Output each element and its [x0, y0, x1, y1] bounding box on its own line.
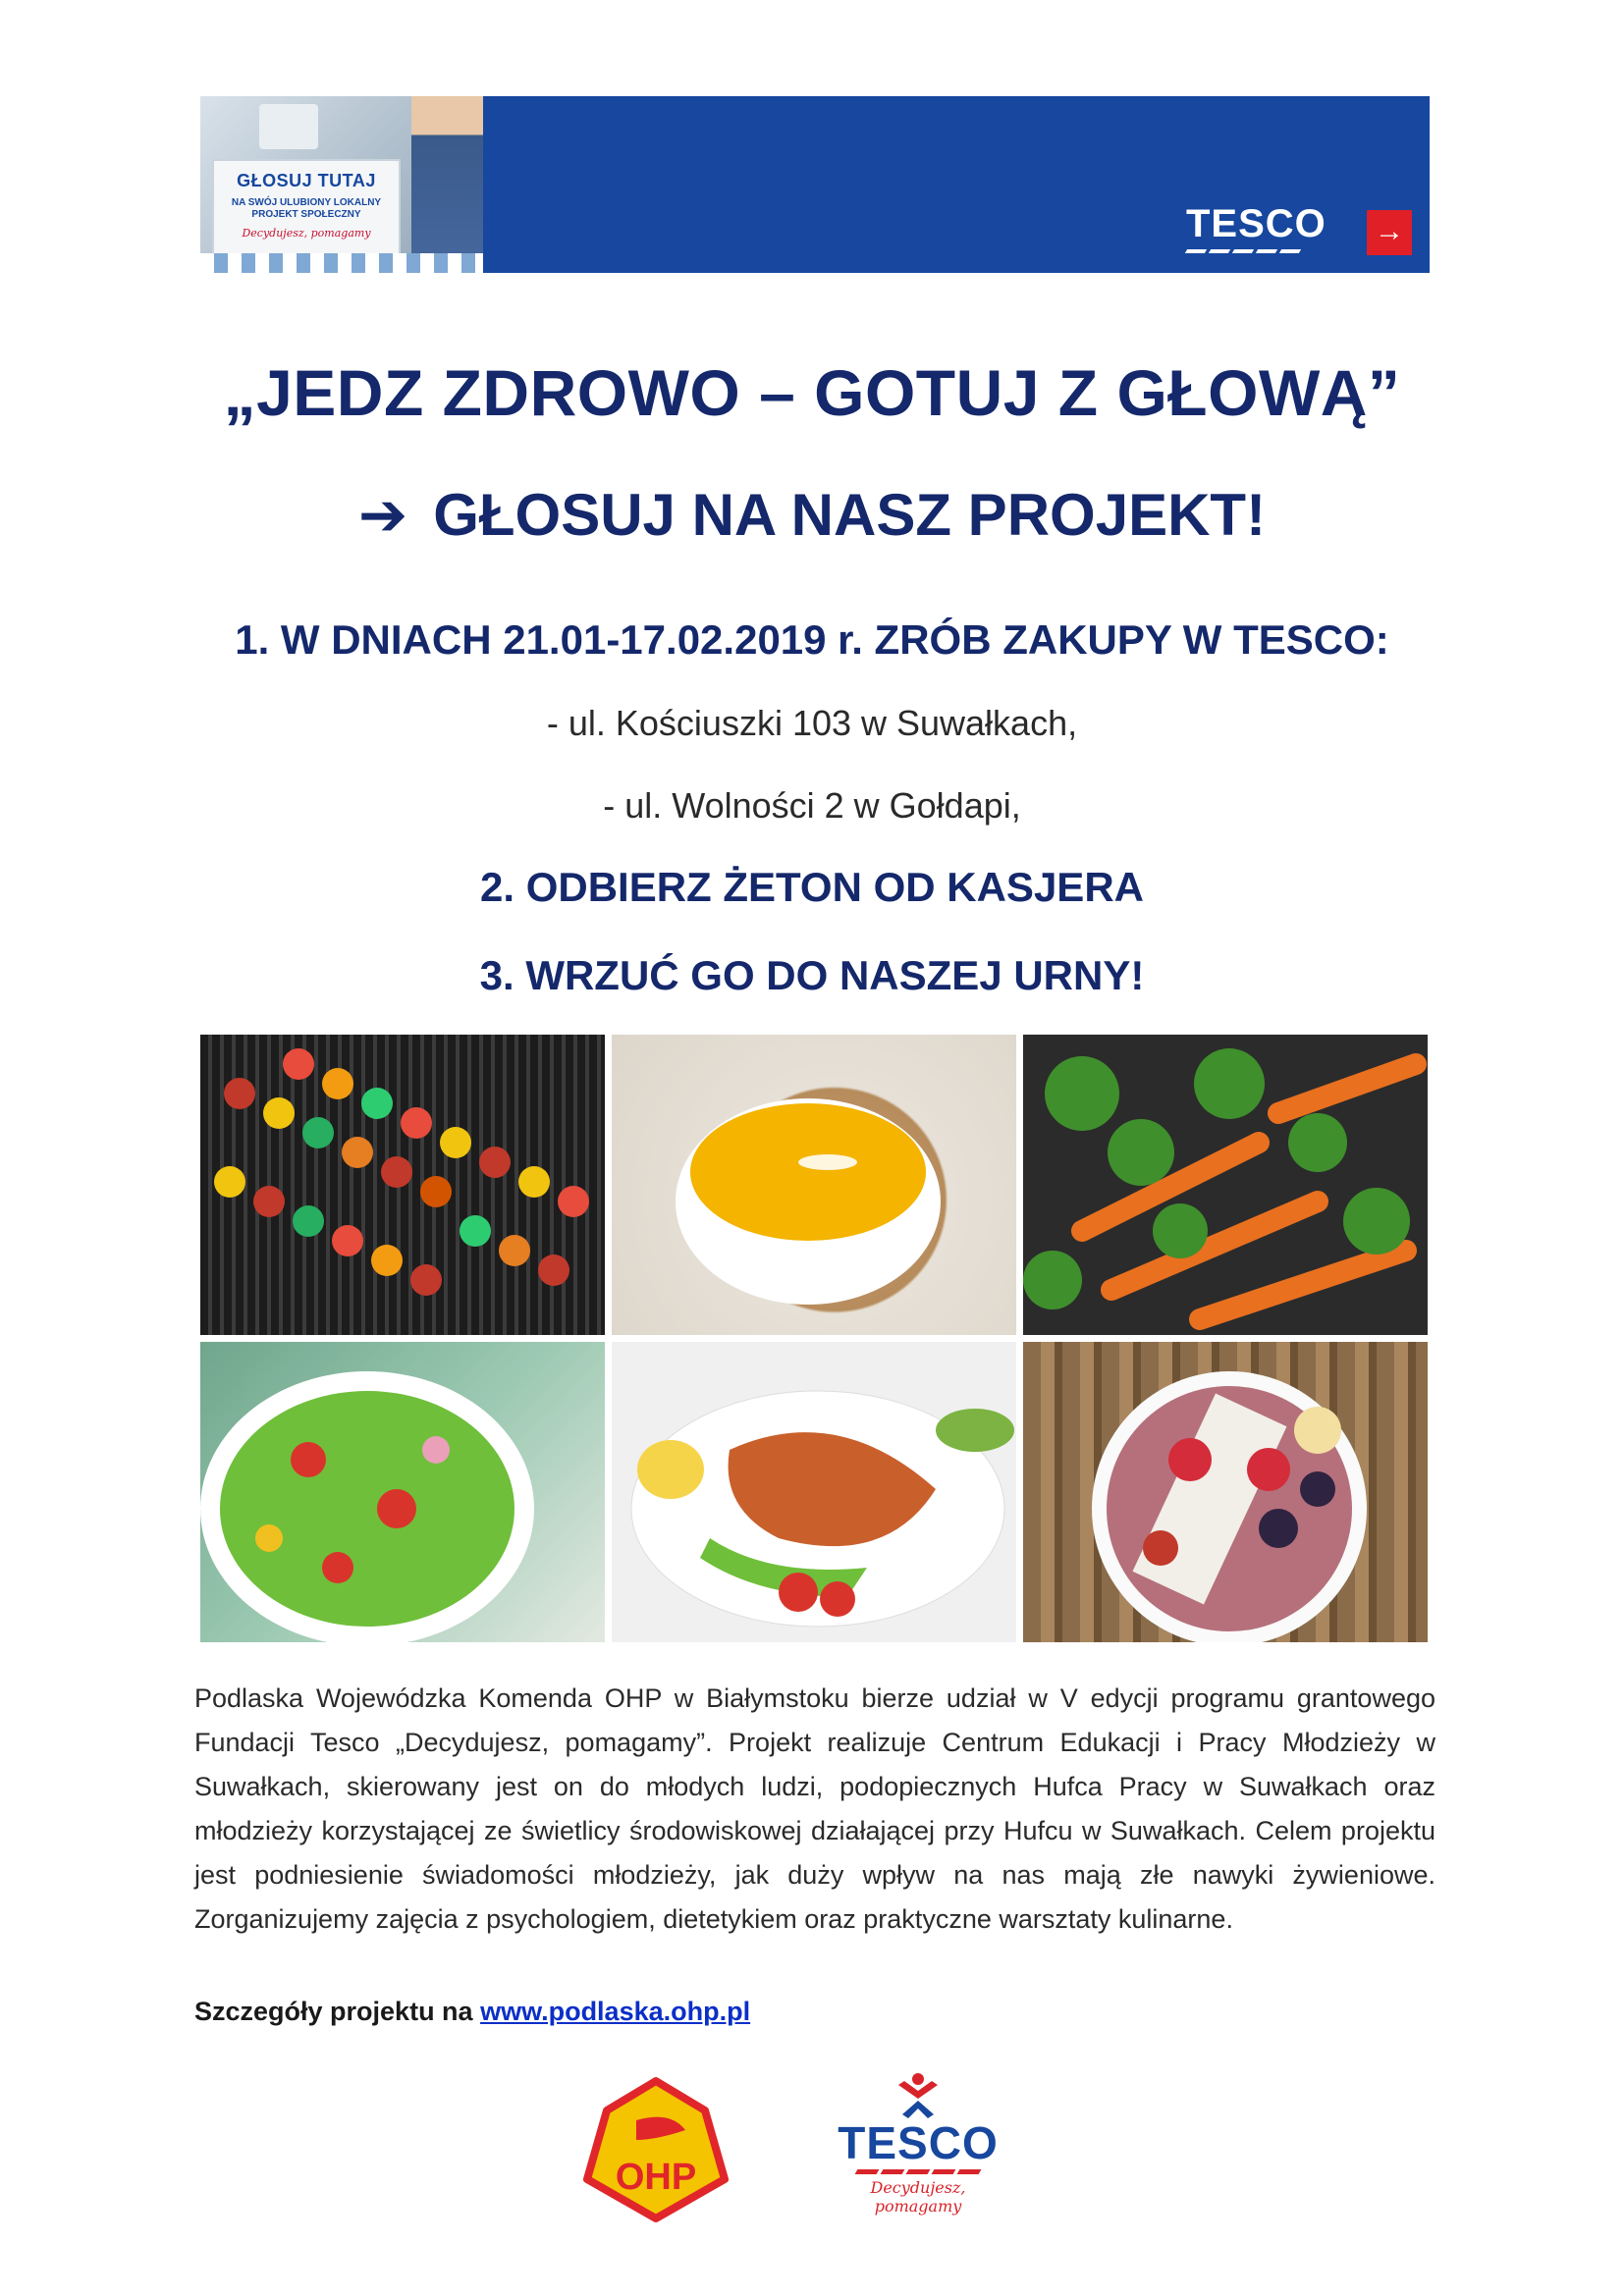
step-1: 1. W DNIACH 21.01-17.02.2019 r. ZRÓB ZAKUPY W TESCO: — [235, 616, 1389, 663]
fruit-bowl-photo — [1023, 1342, 1428, 1642]
tesco-logo-dashes — [1186, 249, 1324, 253]
address-goldap: - ul. Wolności 2 w Gołdapi, — [603, 785, 1021, 826]
tesco-foundation-logo — [835, 2071, 1001, 2218]
arrow-right-icon: ➔ — [357, 482, 408, 548]
soup-photo — [612, 1035, 1016, 1335]
tesco-banner — [200, 96, 1430, 273]
food-photo-grid — [200, 1035, 1428, 1645]
project-link[interactable]: www.podlaska.ohp.pl — [480, 1997, 751, 2026]
project-description: Podlaska Wojewódzka Komenda OHP w Białymstoku bierze udział w V edycji programu grantowego Fundacji Tesco „Decydujesz, pomagamy”. Projekt realizuje Centrum Edukacji i Pracy Młodzieży w Suwałkach, skierowany jest on do młodych ludzi, podopiecznych Hufca Pracy w Suwałkach oraz młodzieży korzystającej ze świetlicy środowiskowej działającej przy Hufcu w Suwałkach. Celem projektu jest podniesienie świadomości młodzieży, jak duży wpływ na nas mają złe nawyki żywieniowe. Zorganizujemy zajęcia z psychologiem, dietetykiem oraz praktyczne warsztaty kulinarne. — [194, 1683, 1435, 1934]
sign-tagline: Decydujesz, pomagamy — [242, 227, 371, 240]
banner-photo — [200, 96, 483, 273]
salmon-photo — [612, 1342, 1016, 1642]
shopper-figure — [411, 96, 483, 273]
banner-stripes — [200, 253, 483, 273]
step-3: 3. WRZUĆ GO DO NASZEJ URNY! — [479, 952, 1145, 998]
address-suwalki: - ul. Kościuszki 103 w Suwałkach, — [546, 703, 1078, 743]
details-line — [194, 1997, 750, 2027]
sign-subtitle: NA SWÓJ ULUBIONY LOKALNY PROJEKT SPOŁECZNY — [231, 197, 382, 220]
tesco-logo-text-bottom: TESCO — [838, 2117, 999, 2168]
vote-here-sign — [212, 159, 401, 261]
ohp-logo — [577, 2071, 734, 2228]
tesco-logo-dashes-bottom — [835, 2169, 1001, 2174]
details-label: Szczegóły projektu na — [194, 1997, 481, 2026]
price-tag — [259, 104, 318, 149]
salad-photo — [200, 1342, 605, 1642]
page-title: „JEDZ ZDROWO – GOTUJ Z GŁOWĄ” — [223, 356, 1401, 429]
skewers-photo — [200, 1035, 605, 1335]
ohp-logo-text: OHP — [615, 2157, 697, 2198]
step-2: 2. ODBIERZ ŻETON OD KASJERA — [480, 864, 1144, 910]
tesco-tagline: Decydujesz, pomagamy — [870, 2178, 966, 2216]
broccoli-carrots-photo — [1023, 1035, 1428, 1335]
sign-title: GŁOSUJ TUTAJ — [237, 171, 376, 190]
vote-headline — [0, 481, 1624, 550]
tesco-logo-text: TESCO — [1186, 202, 1326, 245]
tesco-logo — [1186, 204, 1324, 253]
arrow-right-icon[interactable]: → — [1367, 210, 1412, 255]
vote-text: GŁOSUJ NA NASZ PROJEKT! — [433, 482, 1267, 548]
